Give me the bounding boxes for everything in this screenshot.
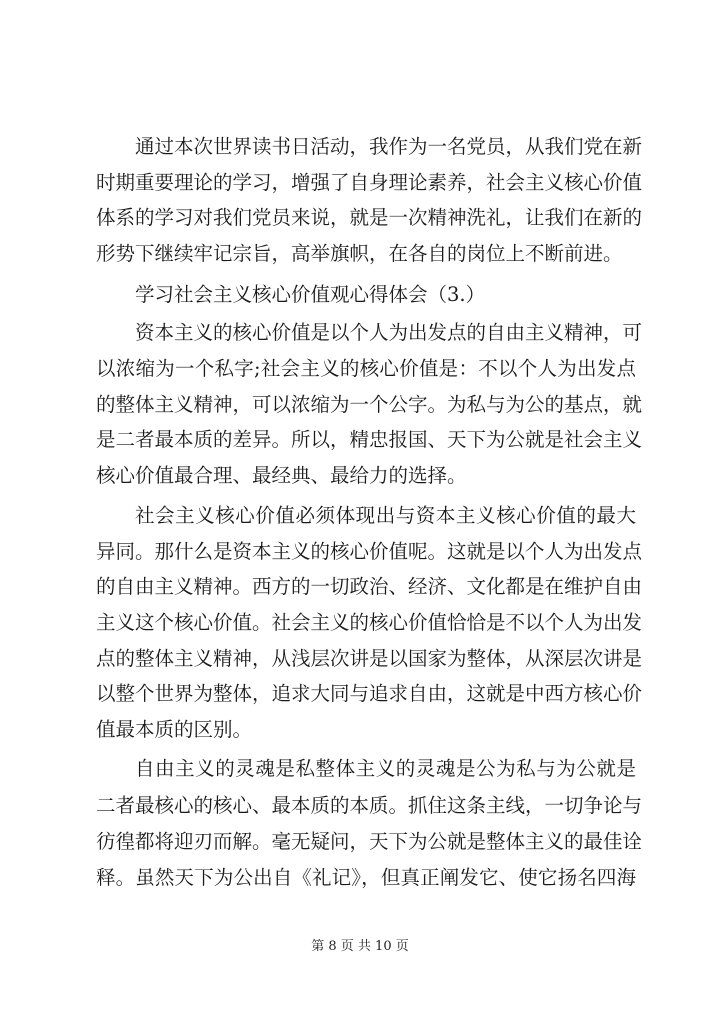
page-number-footer: 第 8 页 共 10 页 [311,939,409,954]
paragraph-1-line-2: 时期重要理论的学习，增强了自身理论素养，社会主义核心价值 [96,171,643,194]
section-title: 学习社会主义核心价值观心得体会（3.） [135,283,486,306]
paragraph-3-line-4: 是二者最本质的差异。所以，精忠报国、天下为公就是社会主义 [96,428,643,451]
paragraph-5-line-3: 彷徨都将迎刃而解。毫无疑问，天下为公就是整体主义的最佳诠 [96,830,643,853]
paragraph-5-line-2: 二者最核心的核心、最本质的本质。抓住这条主线，一切争论与 [96,794,643,817]
paragraph-3-line-2: 以浓缩为一个私字;社会主义的核心价值是：不以个人为出发点 [96,357,636,380]
paragraph-3-line-1: 资本主义的核心价值是以个人为出发点的自由主义精神，可 [135,321,643,344]
paragraph-4-line-2: 异同。那什么是资本主义的核心价值呢。这就是以个人为出发点 [96,540,643,563]
paragraph-5-line-1: 自由主义的灵魂是私整体主义的灵魂是公为私与为公就是 [135,757,636,780]
paragraph-5-line-4: 释。虽然天下为公出自《礼记》，但真正阐发它、使它扬名四海 [96,866,636,889]
paragraph-3-line-3: 的整体主义精神，可以浓缩为一个公字。为私与为公的基点，就 [96,393,643,416]
paragraph-1-line-3: 体系的学习对我们党员来说，就是一次精神洗礼，让我们在新的 [96,206,643,229]
paragraph-3-line-5: 核心价值最合理、最经典、最给力的选择。 [96,464,467,487]
paragraph-4-line-4: 主义这个核心价值。社会主义的核心价值恰恰是不以个人为出发 [96,611,643,634]
paragraph-4-line-6: 以整个世界为整体，追求大同与追求自由，这就是中西方核心价 [96,682,643,705]
paragraph-4-line-1: 社会主义核心价值必须体现出与资本主义核心价值的最大 [135,504,636,527]
paragraph-1-line-4: 形势下继续牢记宗旨，高举旗帜，在各自的岗位上不断前进。 [96,242,623,265]
paragraph-1-line-1: 通过本次世界读书日活动，我作为一名党员，从我们党在新 [135,135,643,158]
paragraph-4-line-3: 的自由主义精神。西方的一切政治、经济、文化都是在维护自由 [96,575,643,598]
paragraph-4-line-5: 点的整体主义精神，从浅层次讲是以国家为整体，从深层次讲是 [96,647,643,670]
paragraph-4-line-7: 值最本质的区别。 [96,718,253,741]
